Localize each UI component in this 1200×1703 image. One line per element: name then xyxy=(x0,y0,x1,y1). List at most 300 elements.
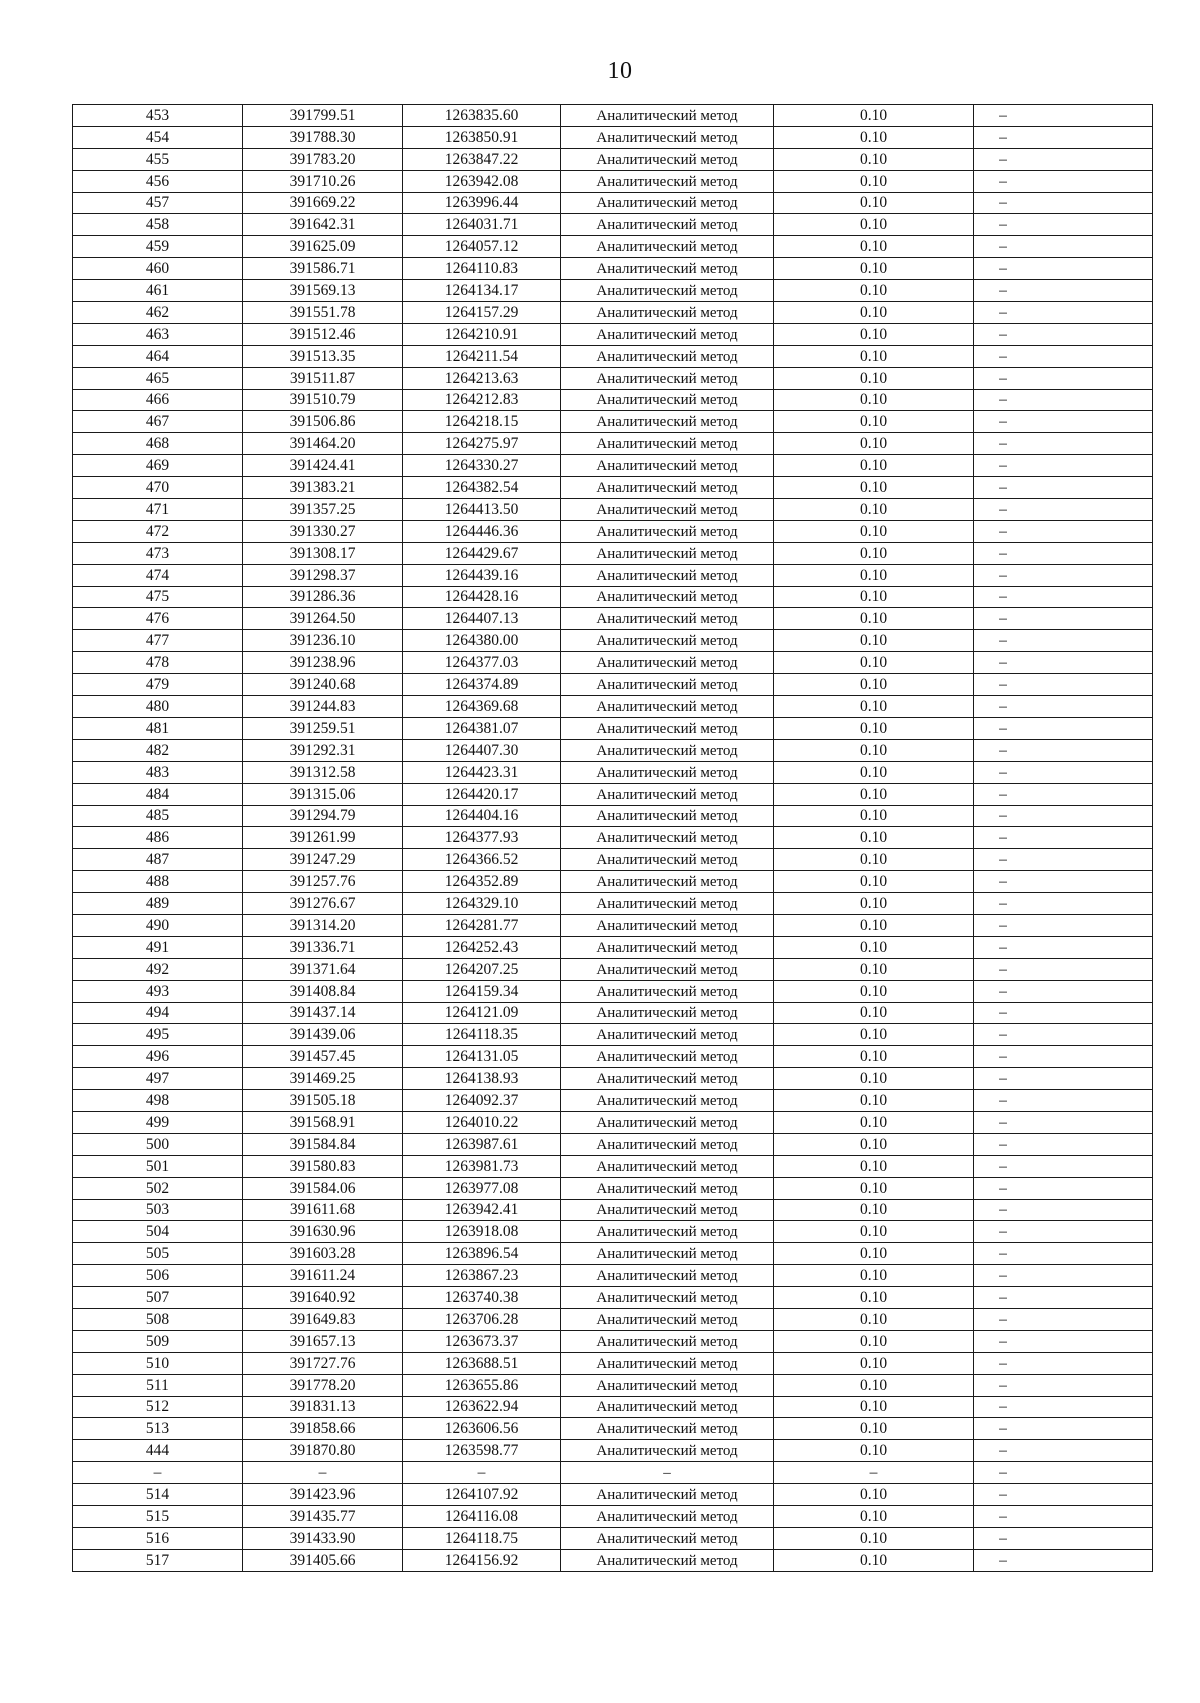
y-coordinate-cell: 1264210.91 xyxy=(403,323,561,345)
note-text: – xyxy=(999,1398,1007,1416)
table-row xyxy=(73,520,1153,542)
note-cell xyxy=(974,433,1153,455)
x-coordinate-cell: 391611.68 xyxy=(243,1199,403,1221)
point-number-cell: 501 xyxy=(73,1155,243,1177)
note-text: – xyxy=(999,1420,1007,1438)
method-cell: Аналитический метод xyxy=(561,258,774,280)
x-coordinate-cell: 391799.51 xyxy=(243,105,403,127)
accuracy-cell: 0.10 xyxy=(774,958,974,980)
method-cell: Аналитический метод xyxy=(561,849,774,871)
note-text: – xyxy=(999,303,1007,321)
y-coordinate-cell: 1264157.29 xyxy=(403,302,561,324)
note-text: – xyxy=(999,544,1007,562)
y-coordinate-cell: 1264439.16 xyxy=(403,564,561,586)
point-number-cell: 480 xyxy=(73,696,243,718)
point-number-cell: 514 xyxy=(73,1484,243,1506)
x-coordinate-cell: 391437.14 xyxy=(243,1002,403,1024)
method-cell: Аналитический метод xyxy=(561,542,774,564)
accuracy-cell: 0.10 xyxy=(774,499,974,521)
x-coordinate-cell: 391625.09 xyxy=(243,236,403,258)
note-cell xyxy=(974,105,1153,127)
table-row xyxy=(73,652,1153,674)
y-coordinate-cell: 1263835.60 xyxy=(403,105,561,127)
x-coordinate-cell: 391506.86 xyxy=(243,411,403,433)
point-number-cell: 461 xyxy=(73,280,243,302)
y-coordinate-cell: 1263850.91 xyxy=(403,126,561,148)
point-number-cell: 455 xyxy=(73,148,243,170)
note-text: – xyxy=(999,282,1007,300)
accuracy-cell: 0.10 xyxy=(774,1024,974,1046)
method-cell: Аналитический метод xyxy=(561,696,774,718)
point-number-cell: 505 xyxy=(73,1243,243,1265)
method-cell: Аналитический метод xyxy=(561,236,774,258)
method-cell: Аналитический метод xyxy=(561,1549,774,1571)
method-cell: Аналитический метод xyxy=(561,1308,774,1330)
point-number-cell: 468 xyxy=(73,433,243,455)
point-number-cell: 492 xyxy=(73,958,243,980)
note-text: – xyxy=(999,194,1007,212)
point-number-cell: 490 xyxy=(73,914,243,936)
note-cell xyxy=(974,236,1153,258)
table-row xyxy=(73,1440,1153,1462)
table-row xyxy=(73,914,1153,936)
note-text: – xyxy=(999,1201,1007,1219)
method-cell: Аналитический метод xyxy=(561,499,774,521)
x-coordinate-cell: 391783.20 xyxy=(243,148,403,170)
method-cell: – xyxy=(561,1462,774,1484)
note-cell xyxy=(974,827,1153,849)
x-coordinate-cell: 391264.50 xyxy=(243,608,403,630)
accuracy-cell: 0.10 xyxy=(774,739,974,761)
table-row xyxy=(73,499,1153,521)
note-text: – xyxy=(999,238,1007,256)
method-cell: Аналитический метод xyxy=(561,323,774,345)
method-cell: Аналитический метод xyxy=(561,783,774,805)
note-cell xyxy=(974,477,1153,499)
note-text: – xyxy=(999,1551,1007,1569)
x-coordinate-cell: 391383.21 xyxy=(243,477,403,499)
accuracy-cell: 0.10 xyxy=(774,893,974,915)
point-number-cell: 465 xyxy=(73,367,243,389)
y-coordinate-cell: 1264352.89 xyxy=(403,871,561,893)
accuracy-cell: 0.10 xyxy=(774,1527,974,1549)
note-text: – xyxy=(999,369,1007,387)
y-coordinate-cell: 1263977.08 xyxy=(403,1177,561,1199)
note-cell xyxy=(974,783,1153,805)
accuracy-cell: 0.10 xyxy=(774,1440,974,1462)
method-cell: Аналитический метод xyxy=(561,1440,774,1462)
y-coordinate-cell: 1264281.77 xyxy=(403,914,561,936)
method-cell: Аналитический метод xyxy=(561,148,774,170)
point-number-cell: 457 xyxy=(73,192,243,214)
accuracy-cell: 0.10 xyxy=(774,1549,974,1571)
x-coordinate-cell: 391424.41 xyxy=(243,455,403,477)
y-coordinate-cell: 1264159.34 xyxy=(403,980,561,1002)
note-text: – xyxy=(999,982,1007,1000)
note-text: – xyxy=(999,1332,1007,1350)
x-coordinate-cell: 391312.58 xyxy=(243,761,403,783)
note-cell xyxy=(974,1506,1153,1528)
x-coordinate-cell: 391238.96 xyxy=(243,652,403,674)
point-number-cell: 511 xyxy=(73,1374,243,1396)
note-cell xyxy=(974,170,1153,192)
note-cell xyxy=(974,1352,1153,1374)
note-text: – xyxy=(999,1507,1007,1525)
note-cell xyxy=(974,302,1153,324)
accuracy-cell: 0.10 xyxy=(774,1374,974,1396)
x-coordinate-cell: 391630.96 xyxy=(243,1221,403,1243)
x-coordinate-cell: 391357.25 xyxy=(243,499,403,521)
accuracy-cell: 0.10 xyxy=(774,805,974,827)
y-coordinate-cell: 1264377.03 xyxy=(403,652,561,674)
note-cell xyxy=(974,630,1153,652)
x-coordinate-cell: 391315.06 xyxy=(243,783,403,805)
note-cell xyxy=(974,936,1153,958)
point-number-cell: 495 xyxy=(73,1024,243,1046)
note-text: – xyxy=(999,1026,1007,1044)
point-number-cell: 482 xyxy=(73,739,243,761)
table-row xyxy=(73,1287,1153,1309)
table-row xyxy=(73,1484,1153,1506)
y-coordinate-cell: 1263942.41 xyxy=(403,1199,561,1221)
accuracy-cell: 0.10 xyxy=(774,389,974,411)
point-number-cell: 483 xyxy=(73,761,243,783)
point-number-cell: 516 xyxy=(73,1527,243,1549)
accuracy-cell: 0.10 xyxy=(774,126,974,148)
accuracy-cell: 0.10 xyxy=(774,936,974,958)
accuracy-cell: 0.10 xyxy=(774,411,974,433)
x-coordinate-cell: 391669.22 xyxy=(243,192,403,214)
accuracy-cell: 0.10 xyxy=(774,871,974,893)
x-coordinate-cell: 391433.90 xyxy=(243,1527,403,1549)
y-coordinate-cell: 1264118.75 xyxy=(403,1527,561,1549)
table-row xyxy=(73,1418,1153,1440)
note-cell xyxy=(974,1374,1153,1396)
note-cell xyxy=(974,1111,1153,1133)
method-cell: Аналитический метод xyxy=(561,980,774,1002)
y-coordinate-cell: 1263622.94 xyxy=(403,1396,561,1418)
table-row xyxy=(73,1133,1153,1155)
method-cell: Аналитический метод xyxy=(561,717,774,739)
note-cell xyxy=(974,367,1153,389)
note-text: – xyxy=(999,1245,1007,1263)
y-coordinate-cell: 1264156.92 xyxy=(403,1549,561,1571)
note-cell xyxy=(974,1046,1153,1068)
x-coordinate-cell: 391586.71 xyxy=(243,258,403,280)
point-number-cell: 476 xyxy=(73,608,243,630)
method-cell: Аналитический метод xyxy=(561,345,774,367)
table-row xyxy=(73,411,1153,433)
note-text: – xyxy=(999,807,1007,825)
point-number-cell: 454 xyxy=(73,126,243,148)
note-cell xyxy=(974,1199,1153,1221)
accuracy-cell: 0.10 xyxy=(774,827,974,849)
note-text: – xyxy=(999,1486,1007,1503)
note-cell xyxy=(974,564,1153,586)
table-row xyxy=(73,105,1153,127)
y-coordinate-cell: 1264330.27 xyxy=(403,455,561,477)
note-cell xyxy=(974,214,1153,236)
accuracy-cell: 0.10 xyxy=(774,1330,974,1352)
note-cell xyxy=(974,1243,1153,1265)
x-coordinate-cell: 391511.87 xyxy=(243,367,403,389)
note-text: – xyxy=(999,1288,1007,1306)
y-coordinate-cell: 1264138.93 xyxy=(403,1068,561,1090)
note-text: – xyxy=(999,654,1007,672)
note-text: – xyxy=(999,632,1007,650)
accuracy-cell: 0.10 xyxy=(774,1308,974,1330)
accuracy-cell: 0.10 xyxy=(774,302,974,324)
x-coordinate-cell: 391640.92 xyxy=(243,1287,403,1309)
note-text: – xyxy=(999,391,1007,409)
method-cell: Аналитический метод xyxy=(561,1002,774,1024)
method-cell: Аналитический метод xyxy=(561,674,774,696)
y-coordinate-cell: 1264382.54 xyxy=(403,477,561,499)
y-coordinate-cell: 1264010.22 xyxy=(403,1111,561,1133)
x-coordinate-cell: 391568.91 xyxy=(243,1111,403,1133)
accuracy-cell: 0.10 xyxy=(774,1352,974,1374)
table-row xyxy=(73,367,1153,389)
y-coordinate-cell: 1264211.54 xyxy=(403,345,561,367)
x-coordinate-cell: 391314.20 xyxy=(243,914,403,936)
method-cell: Аналитический метод xyxy=(561,214,774,236)
x-coordinate-cell: 391292.31 xyxy=(243,739,403,761)
y-coordinate-cell: 1263996.44 xyxy=(403,192,561,214)
table-row xyxy=(73,1527,1153,1549)
method-cell: Аналитический метод xyxy=(561,914,774,936)
note-text: – xyxy=(999,1070,1007,1088)
note-cell xyxy=(974,849,1153,871)
note-text: – xyxy=(999,1529,1007,1547)
accuracy-cell: 0.10 xyxy=(774,586,974,608)
x-coordinate-cell: 391569.13 xyxy=(243,280,403,302)
x-coordinate-cell: 391831.13 xyxy=(243,1396,403,1418)
point-number-cell: 472 xyxy=(73,520,243,542)
table-row xyxy=(73,783,1153,805)
table-row xyxy=(73,761,1153,783)
note-cell xyxy=(974,1549,1153,1571)
y-coordinate-cell: 1263918.08 xyxy=(403,1221,561,1243)
point-number-cell: 464 xyxy=(73,345,243,367)
table-row xyxy=(73,893,1153,915)
method-cell: Аналитический метод xyxy=(561,192,774,214)
table-row xyxy=(73,345,1153,367)
accuracy-cell: 0.10 xyxy=(774,980,974,1002)
x-coordinate-cell: 391870.80 xyxy=(243,1440,403,1462)
note-cell xyxy=(974,608,1153,630)
method-cell: Аналитический метод xyxy=(561,1199,774,1221)
accuracy-cell: 0.10 xyxy=(774,717,974,739)
x-coordinate-cell: 391603.28 xyxy=(243,1243,403,1265)
table-row xyxy=(73,1068,1153,1090)
method-cell: Аналитический метод xyxy=(561,389,774,411)
note-cell xyxy=(974,739,1153,761)
method-cell: Аналитический метод xyxy=(561,1265,774,1287)
table-row xyxy=(73,586,1153,608)
point-number-cell: 513 xyxy=(73,1418,243,1440)
y-coordinate-cell: 1264212.83 xyxy=(403,389,561,411)
table-row xyxy=(73,805,1153,827)
x-coordinate-cell: 391405.66 xyxy=(243,1549,403,1571)
note-text: – xyxy=(999,128,1007,146)
accuracy-cell: 0.10 xyxy=(774,520,974,542)
accuracy-cell: 0.10 xyxy=(774,367,974,389)
table-row xyxy=(73,1549,1153,1571)
method-cell: Аналитический метод xyxy=(561,411,774,433)
note-text: – xyxy=(999,1048,1007,1066)
accuracy-cell: 0.10 xyxy=(774,433,974,455)
table-row xyxy=(73,1002,1153,1024)
note-cell xyxy=(974,1396,1153,1418)
x-coordinate-cell: 391510.79 xyxy=(243,389,403,411)
note-text: – xyxy=(999,500,1007,518)
accuracy-cell: 0.10 xyxy=(774,1133,974,1155)
x-coordinate-cell: 391244.83 xyxy=(243,696,403,718)
point-number-cell: 487 xyxy=(73,849,243,871)
accuracy-cell: 0.10 xyxy=(774,1396,974,1418)
accuracy-cell: 0.10 xyxy=(774,170,974,192)
y-coordinate-cell: 1264407.30 xyxy=(403,739,561,761)
x-coordinate-cell: 391512.46 xyxy=(243,323,403,345)
note-text: – xyxy=(999,106,1007,124)
note-text: – xyxy=(999,435,1007,453)
method-cell: Аналитический метод xyxy=(561,827,774,849)
x-coordinate-cell: 391286.36 xyxy=(243,586,403,608)
table-row xyxy=(73,148,1153,170)
accuracy-cell: 0.10 xyxy=(774,148,974,170)
accuracy-cell: 0.10 xyxy=(774,1068,974,1090)
x-coordinate-cell: 391257.76 xyxy=(243,871,403,893)
method-cell: Аналитический метод xyxy=(561,280,774,302)
table-row xyxy=(73,1221,1153,1243)
note-text: – xyxy=(999,1091,1007,1109)
method-cell: Аналитический метод xyxy=(561,739,774,761)
note-text: – xyxy=(999,347,1007,365)
note-cell xyxy=(974,323,1153,345)
table-row xyxy=(73,1024,1153,1046)
note-text: – xyxy=(999,1004,1007,1022)
note-text: – xyxy=(999,1157,1007,1175)
note-text: – xyxy=(999,216,1007,234)
method-cell: Аналитический метод xyxy=(561,1221,774,1243)
note-cell xyxy=(974,1265,1153,1287)
x-coordinate-cell: 391236.10 xyxy=(243,630,403,652)
note-cell xyxy=(974,958,1153,980)
x-coordinate-cell: 391408.84 xyxy=(243,980,403,1002)
accuracy-cell: 0.10 xyxy=(774,542,974,564)
y-coordinate-cell: 1263655.86 xyxy=(403,1374,561,1396)
accuracy-cell: 0.10 xyxy=(774,345,974,367)
table-row xyxy=(73,674,1153,696)
x-coordinate-cell: 391464.20 xyxy=(243,433,403,455)
accuracy-cell: 0.10 xyxy=(774,1265,974,1287)
y-coordinate-cell: 1264121.09 xyxy=(403,1002,561,1024)
accuracy-cell: 0.10 xyxy=(774,1484,974,1506)
note-text: – xyxy=(999,1354,1007,1372)
y-coordinate-cell: 1264428.16 xyxy=(403,586,561,608)
y-coordinate-cell: 1264118.35 xyxy=(403,1024,561,1046)
x-coordinate-cell: 391240.68 xyxy=(243,674,403,696)
note-text: – xyxy=(999,1442,1007,1460)
table-row xyxy=(73,1199,1153,1221)
table-row xyxy=(73,1308,1153,1330)
x-coordinate-cell: 391439.06 xyxy=(243,1024,403,1046)
note-cell xyxy=(974,520,1153,542)
y-coordinate-cell: 1264374.89 xyxy=(403,674,561,696)
accuracy-cell: 0.10 xyxy=(774,761,974,783)
method-cell: Аналитический метод xyxy=(561,367,774,389)
method-cell: Аналитический метод xyxy=(561,1352,774,1374)
note-text: – xyxy=(999,610,1007,628)
y-coordinate-cell: 1264429.67 xyxy=(403,542,561,564)
x-coordinate-cell: 391276.67 xyxy=(243,893,403,915)
y-coordinate-cell: 1264329.10 xyxy=(403,893,561,915)
point-number-cell: 479 xyxy=(73,674,243,696)
point-number-cell: – xyxy=(73,1462,243,1484)
y-coordinate-cell: 1264423.31 xyxy=(403,761,561,783)
note-cell xyxy=(974,1177,1153,1199)
x-coordinate-cell: 391261.99 xyxy=(243,827,403,849)
accuracy-cell: 0.10 xyxy=(774,652,974,674)
accuracy-cell: 0.10 xyxy=(774,1199,974,1221)
method-cell: Аналитический метод xyxy=(561,871,774,893)
x-coordinate-cell: 391858.66 xyxy=(243,1418,403,1440)
y-coordinate-cell: 1263942.08 xyxy=(403,170,561,192)
method-cell: Аналитический метод xyxy=(561,1111,774,1133)
note-text: – xyxy=(999,457,1007,475)
note-text: – xyxy=(999,479,1007,497)
method-cell: Аналитический метод xyxy=(561,1484,774,1506)
y-coordinate-cell: 1264110.83 xyxy=(403,258,561,280)
y-coordinate-cell: 1264207.25 xyxy=(403,958,561,980)
method-cell: Аналитический метод xyxy=(561,761,774,783)
method-cell: Аналитический метод xyxy=(561,1287,774,1309)
accuracy-cell: 0.10 xyxy=(774,630,974,652)
table-row xyxy=(73,477,1153,499)
y-coordinate-cell: 1264446.36 xyxy=(403,520,561,542)
table-row xyxy=(73,1265,1153,1287)
note-cell xyxy=(974,696,1153,718)
x-coordinate-cell: 391642.31 xyxy=(243,214,403,236)
method-cell: Аналитический метод xyxy=(561,433,774,455)
x-coordinate-cell: 391308.17 xyxy=(243,542,403,564)
note-cell xyxy=(974,258,1153,280)
accuracy-cell: 0.10 xyxy=(774,105,974,127)
note-text: – xyxy=(999,260,1007,278)
x-coordinate-cell: 391657.13 xyxy=(243,1330,403,1352)
point-number-cell: 462 xyxy=(73,302,243,324)
x-coordinate-cell: 391294.79 xyxy=(243,805,403,827)
table-row xyxy=(73,302,1153,324)
y-coordinate-cell: 1264031.71 xyxy=(403,214,561,236)
y-coordinate-cell: 1263706.28 xyxy=(403,1308,561,1330)
x-coordinate-cell: 391584.84 xyxy=(243,1133,403,1155)
accuracy-cell: 0.10 xyxy=(774,696,974,718)
point-number-cell: 456 xyxy=(73,170,243,192)
table-row xyxy=(73,564,1153,586)
accuracy-cell: 0.10 xyxy=(774,1418,974,1440)
note-text: – xyxy=(999,873,1007,891)
point-number-cell: 493 xyxy=(73,980,243,1002)
x-coordinate-cell: 391298.37 xyxy=(243,564,403,586)
point-number-cell: 485 xyxy=(73,805,243,827)
accuracy-cell: 0.10 xyxy=(774,1111,974,1133)
note-cell xyxy=(974,586,1153,608)
point-number-cell: 486 xyxy=(73,827,243,849)
x-coordinate-cell: 391371.64 xyxy=(243,958,403,980)
method-cell: Аналитический метод xyxy=(561,1396,774,1418)
note-text: – xyxy=(999,960,1007,978)
